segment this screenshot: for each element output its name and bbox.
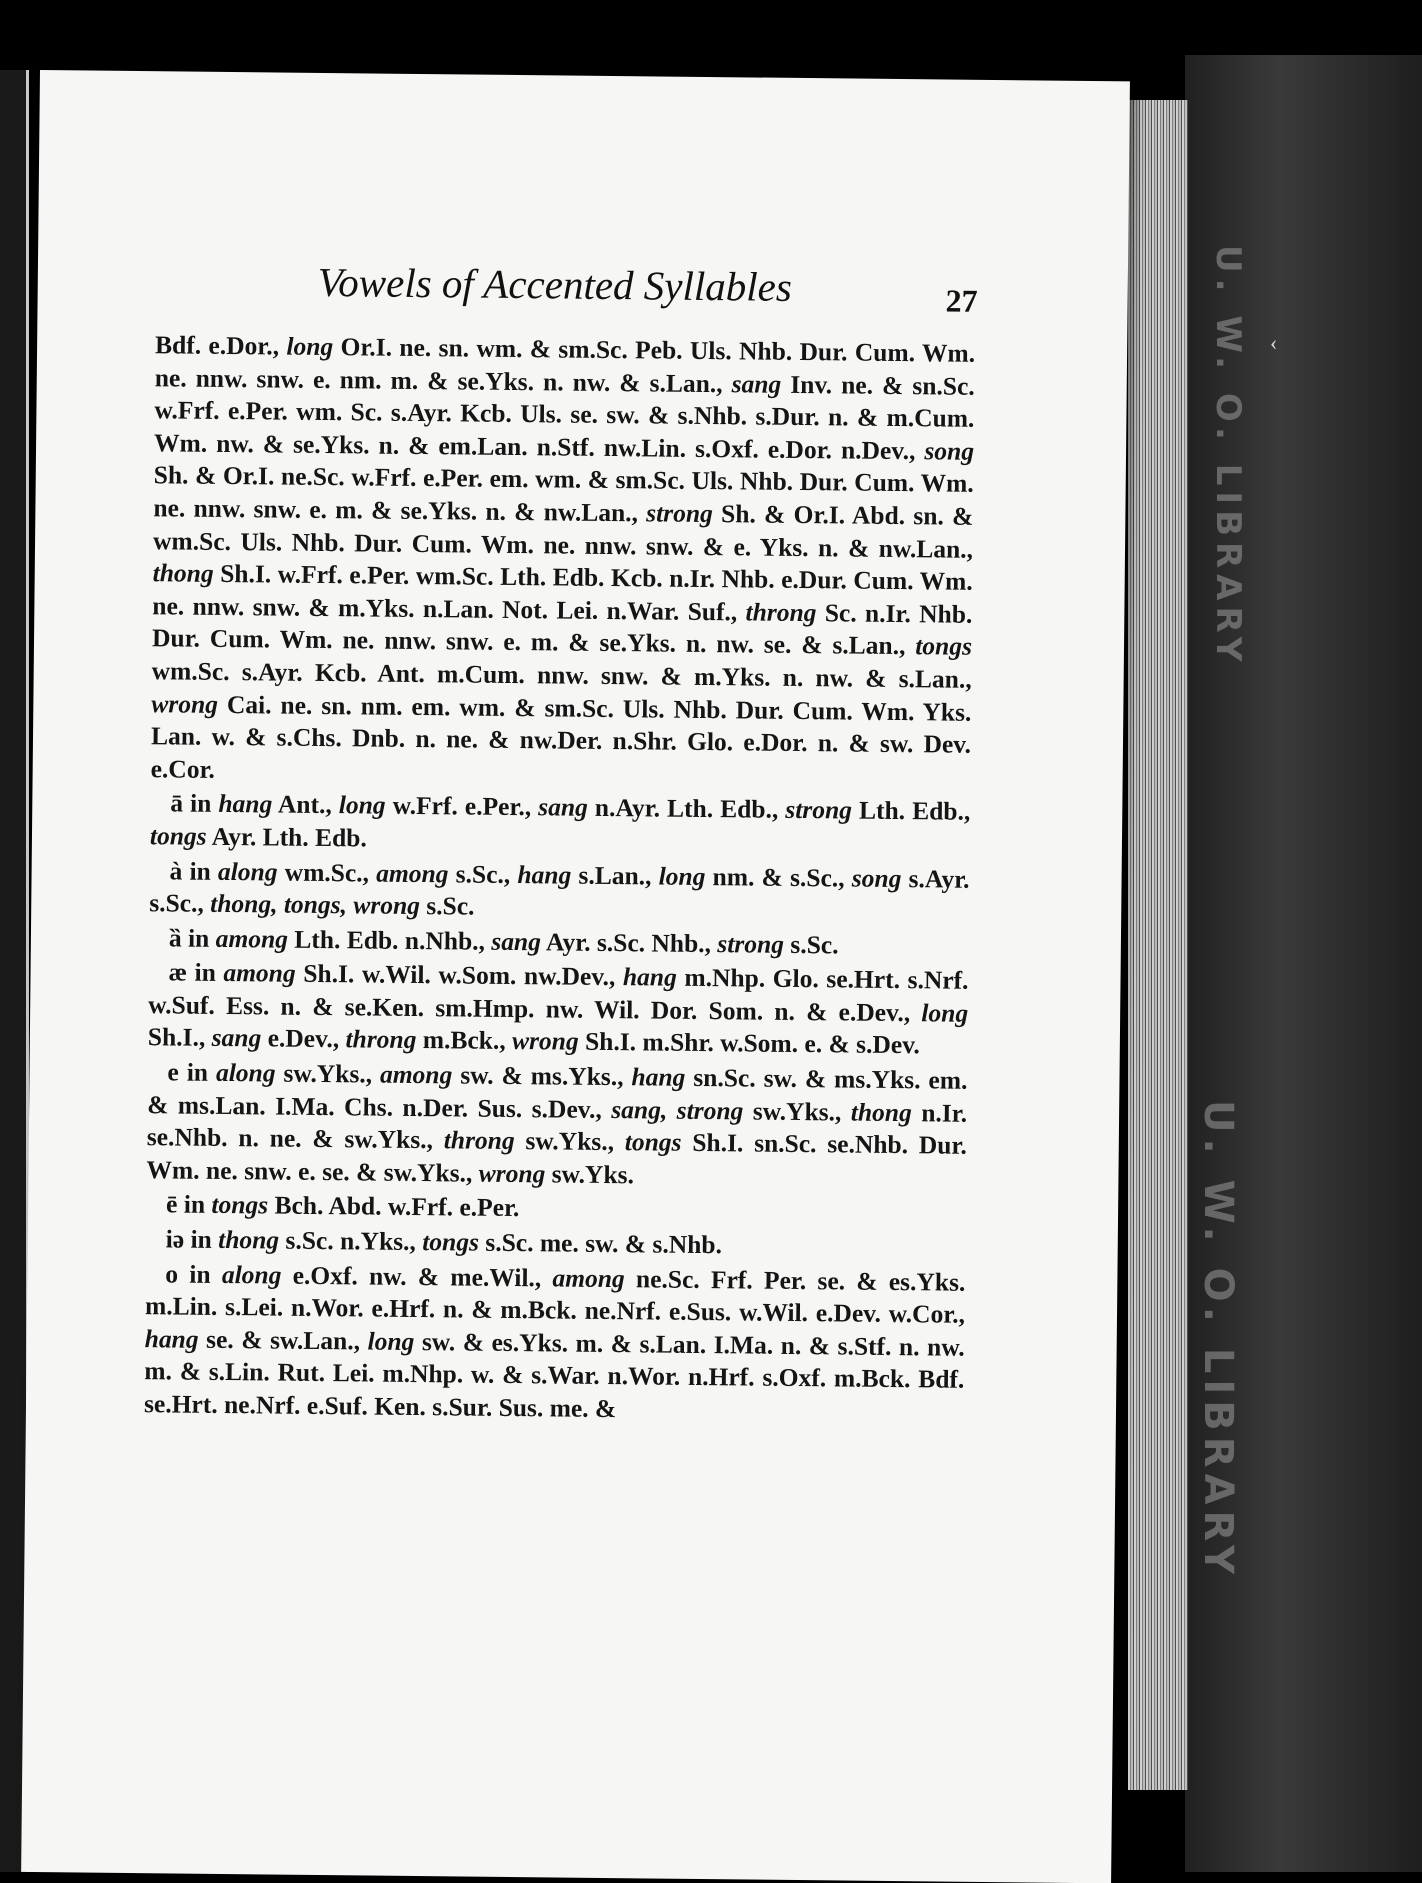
region-text: Lth. Edb. n.Nhb.,	[287, 924, 492, 956]
region-text: in	[178, 1057, 217, 1087]
region-text: s.Sc.	[783, 929, 839, 960]
vowel-symbol: ē	[165, 1189, 178, 1219]
example-word: long	[658, 861, 706, 891]
region-text: in	[186, 957, 224, 988]
example-word: long	[367, 1326, 415, 1356]
example-word: thong, tongs, wrong	[210, 888, 421, 921]
region-text: in	[178, 1259, 223, 1289]
region-text: sw.Yks.,	[743, 1096, 852, 1127]
region-text: in	[177, 1189, 212, 1220]
dialect-entry	[146, 1056, 967, 1195]
region-text: e.Dev.,	[261, 1023, 346, 1054]
region-text: Cai. ne. sn. nm. em. wm. & sm.Sc. Uls. Nhb. Dur. Cum. Wm. Yks. Lan. w. & s.Chs. Dnb. n. ne. & nw.Der. n.Shr. Glo. e.Dor. n. & sw. Dev. e.Cor.	[150, 689, 972, 784]
vowel-symbol: ā	[170, 788, 184, 818]
region-text: sn.Sc. sw. & ms.Yks. em. & ms.Lan. I.Ma. Chs. n.Der. Sus. s.Dev.,	[147, 1062, 968, 1124]
region-text: wm.Sc. s.Ayr. Kcb. Ant. m.Cum. nnw. snw. & m.Yks. n. nw. & s.Lan.,	[151, 656, 972, 694]
example-word: hang	[622, 962, 677, 992]
region-text: Sh.I. m.Shr. w.Som. e. & s.Dev.	[578, 1027, 921, 1060]
region-text: Ant.,	[272, 789, 340, 820]
region-text: Inv. ne. & sn.Sc. w.Frf. e.Per. wm. Sc. s.Ayr. Kcb. Uls. se. sw. & s.Nhb. s.Dur. n. & m.Cum. Wm. nw. & se.Yks. n. & em.Lan. n.Stf. nw.Lin. s.Oxf. e.Dor. n.Dev.,	[153, 369, 975, 466]
library-stamp: U. W. O. LIBRARY	[1195, 1100, 1241, 1581]
region-text: s.Lan.,	[571, 860, 659, 891]
region-text: se. & sw.Lan.,	[198, 1324, 368, 1356]
library-stamp: U. W. O. LIBRARY	[1208, 245, 1248, 668]
vowel-symbol: iə	[165, 1224, 185, 1254]
region-text: Sh.I.,	[147, 1022, 212, 1053]
region-text: Bch. Abd. w.Frf. e.Per.	[268, 1190, 520, 1223]
region-text: n.Ir. se.Nhb. n. ne. & sw.Yks.,	[146, 1097, 968, 1155]
example-word: among	[223, 958, 296, 989]
book-page	[21, 70, 1130, 1883]
example-word: strong	[785, 795, 853, 825]
dialect-entry	[144, 1258, 966, 1430]
example-word: tongs	[915, 631, 973, 662]
example-word: thong	[152, 558, 214, 589]
example-word: hang	[218, 789, 273, 819]
example-word: long	[338, 790, 386, 820]
example-word: tongs	[624, 1127, 682, 1158]
page-header	[317, 258, 978, 325]
region-text: s.Sc.,	[448, 858, 518, 889]
dialect-entry	[150, 788, 971, 862]
region-text: sw.Yks.,	[514, 1126, 625, 1157]
region-text: Sh. & Or.I. ne.Sc. w.Frf. e.Per. em. wm. & sm.Sc. Uls. Nhb. Dur. Cum. Wm. ne. nnw. snw. e. m. & se.Yks. n. & nw.Lan.,	[153, 460, 974, 528]
region-text: sw. & ms.Yks.,	[452, 1060, 632, 1092]
example-word: throng	[443, 1125, 515, 1156]
dialect-entry	[149, 855, 970, 929]
example-word: long	[921, 998, 969, 1028]
example-word: sang	[211, 1023, 262, 1053]
example-word: wrong	[478, 1158, 546, 1189]
region-text: wm.Sc.,	[277, 857, 377, 888]
example-word: hang	[144, 1323, 199, 1354]
region-text: e.Oxf. nw. & me.Wil.,	[281, 1260, 553, 1293]
example-word: strong	[717, 928, 785, 959]
example-word: along	[215, 1057, 276, 1088]
example-word: sang, strong	[611, 1094, 744, 1126]
example-word: along	[221, 1259, 282, 1290]
example-word: sang	[731, 368, 782, 399]
region-text: Bdf. e.Dor.,	[154, 330, 287, 361]
region-text: Sh.I. sn.Sc. se.Nhb. Dur. Wm. ne. snw. e. se. & sw.Yks.,	[146, 1128, 967, 1188]
example-word: song	[851, 863, 902, 893]
region-text: s.Sc. me. sw. & s.Nhb.	[478, 1227, 723, 1260]
example-word: among	[379, 1059, 453, 1090]
vowel-symbol: o	[165, 1259, 179, 1289]
region-text: n.Ayr. Lth. Edb.,	[587, 793, 786, 825]
region-text: in	[182, 856, 219, 886]
example-word: throng	[345, 1024, 417, 1055]
example-word: thong	[218, 1224, 280, 1255]
region-text: Sh.I. w.Frf. e.Per. wm.Sc. Lth. Edb. Kcb. n.Ir. Nhb. e.Dur. Cum. Wm. ne. nnw. snw. & m.Yks. n.Lan. Not. Lei. n.War. Suf.,	[152, 559, 973, 627]
example-word: among	[552, 1263, 625, 1293]
region-text: m.Nhp. Glo. se.Hrt. s.Nrf. w.Suf. Ess. n. & se.Ken. sm.Hmp. nw. Wil. Dor. Som. n. & e.Dev.,	[148, 963, 969, 1028]
example-word: tongs	[149, 821, 207, 851]
region-text: Sh.I. w.Wil. w.Som. nw.Dev.,	[295, 959, 624, 992]
region-text: Sc. n.Ir. Nhb. Dur. Cum. Wm. ne. nnw. snw. e. m. & se.Yks. n. nw. se. & s.Lan.,	[151, 597, 973, 661]
region-text: Lth. Edb.,	[851, 795, 971, 827]
page-body	[144, 329, 975, 1429]
example-word: hang	[631, 1062, 686, 1092]
example-word: along	[217, 856, 278, 887]
region-text: Ayr. s.Sc. Nhb.,	[540, 926, 718, 958]
region-text: sw.Yks.	[545, 1159, 635, 1190]
running-title: Vowels of Accented Syllables	[317, 258, 793, 310]
page-number: 27	[945, 282, 978, 319]
example-word: sang	[538, 792, 588, 823]
region-text: sw.Yks.,	[275, 1058, 381, 1089]
region-text: Or.I. ne. sn. wm. & sm.Sc. Peb. Uls. Nhb. Dur. Cum. Wm. ne. nnw. snw. e. nm. m. & se.Yks. n. nw. & s.Lan.,	[154, 332, 976, 398]
region-text: in	[184, 1224, 219, 1254]
example-word: among	[376, 858, 449, 888]
region-text: sw. & es.Yks. m. & s.Lan. I.Ma. n. & s.Stf. n. nw. m. & s.Lin. Rut. Lei. m.Nhp. w. & s.War. n.Wor. n.Hrf. s.Oxf. m.Bck. Bdf. se.Hrt. ne.Nrf. e.Suf. Ken. s.Sur. Sus. me. &	[143, 1326, 965, 1424]
vowel-symbol: ȁ	[168, 923, 182, 953]
example-word: sang	[491, 926, 542, 956]
example-word: throng	[745, 597, 817, 627]
page-edges	[1128, 100, 1188, 1790]
region-text: in	[181, 923, 216, 953]
example-word: thong	[850, 1097, 912, 1127]
example-word: tongs	[211, 1190, 269, 1220]
example-word: strong	[646, 498, 714, 529]
dust-speck: ‹	[1270, 330, 1278, 355]
region-text: ne.Sc. Frf. Per. se. & es.Yks. m.Lin. s.Lei. n.Wor. e.Hrf. n. & m.Bck. ne.Nrf. e.Sus. w.Wil. e.Dev. w.Cor.,	[144, 1263, 966, 1329]
example-word: wrong	[151, 688, 219, 719]
example-word: long	[286, 331, 334, 362]
region-text: Ayr. Lth. Edb.	[206, 821, 367, 853]
region-text: m.Bck.,	[416, 1025, 513, 1056]
region-text: s.Ayr. s.Sc.,	[149, 863, 970, 918]
region-text: nm. & s.Sc.,	[705, 861, 852, 893]
example-word: wrong	[511, 1026, 579, 1057]
dialect-entry	[148, 956, 969, 1062]
example-word: hang	[517, 859, 572, 890]
example-word: song	[924, 436, 975, 466]
example-word: tongs	[422, 1227, 480, 1257]
region-text: s.Sc.	[419, 891, 475, 921]
dialect-entry	[151, 329, 976, 794]
region-text: w.Frf. e.Per.,	[385, 790, 539, 822]
vowel-symbol: e	[167, 1057, 179, 1087]
vowel-symbol: à	[169, 855, 183, 886]
region-text: s.Sc. n.Yks.,	[278, 1225, 423, 1257]
region-text: in	[182, 788, 219, 819]
region-text: Sh. & Or.I. Abd. sn. & wm.Sc. Uls. Nhb. Dur. Cum. Wm. ne. nnw. snw. & e. Yks. n. & nw.Lan.,	[152, 499, 974, 564]
vowel-symbol: æ	[168, 957, 188, 987]
example-word: among	[215, 923, 289, 954]
